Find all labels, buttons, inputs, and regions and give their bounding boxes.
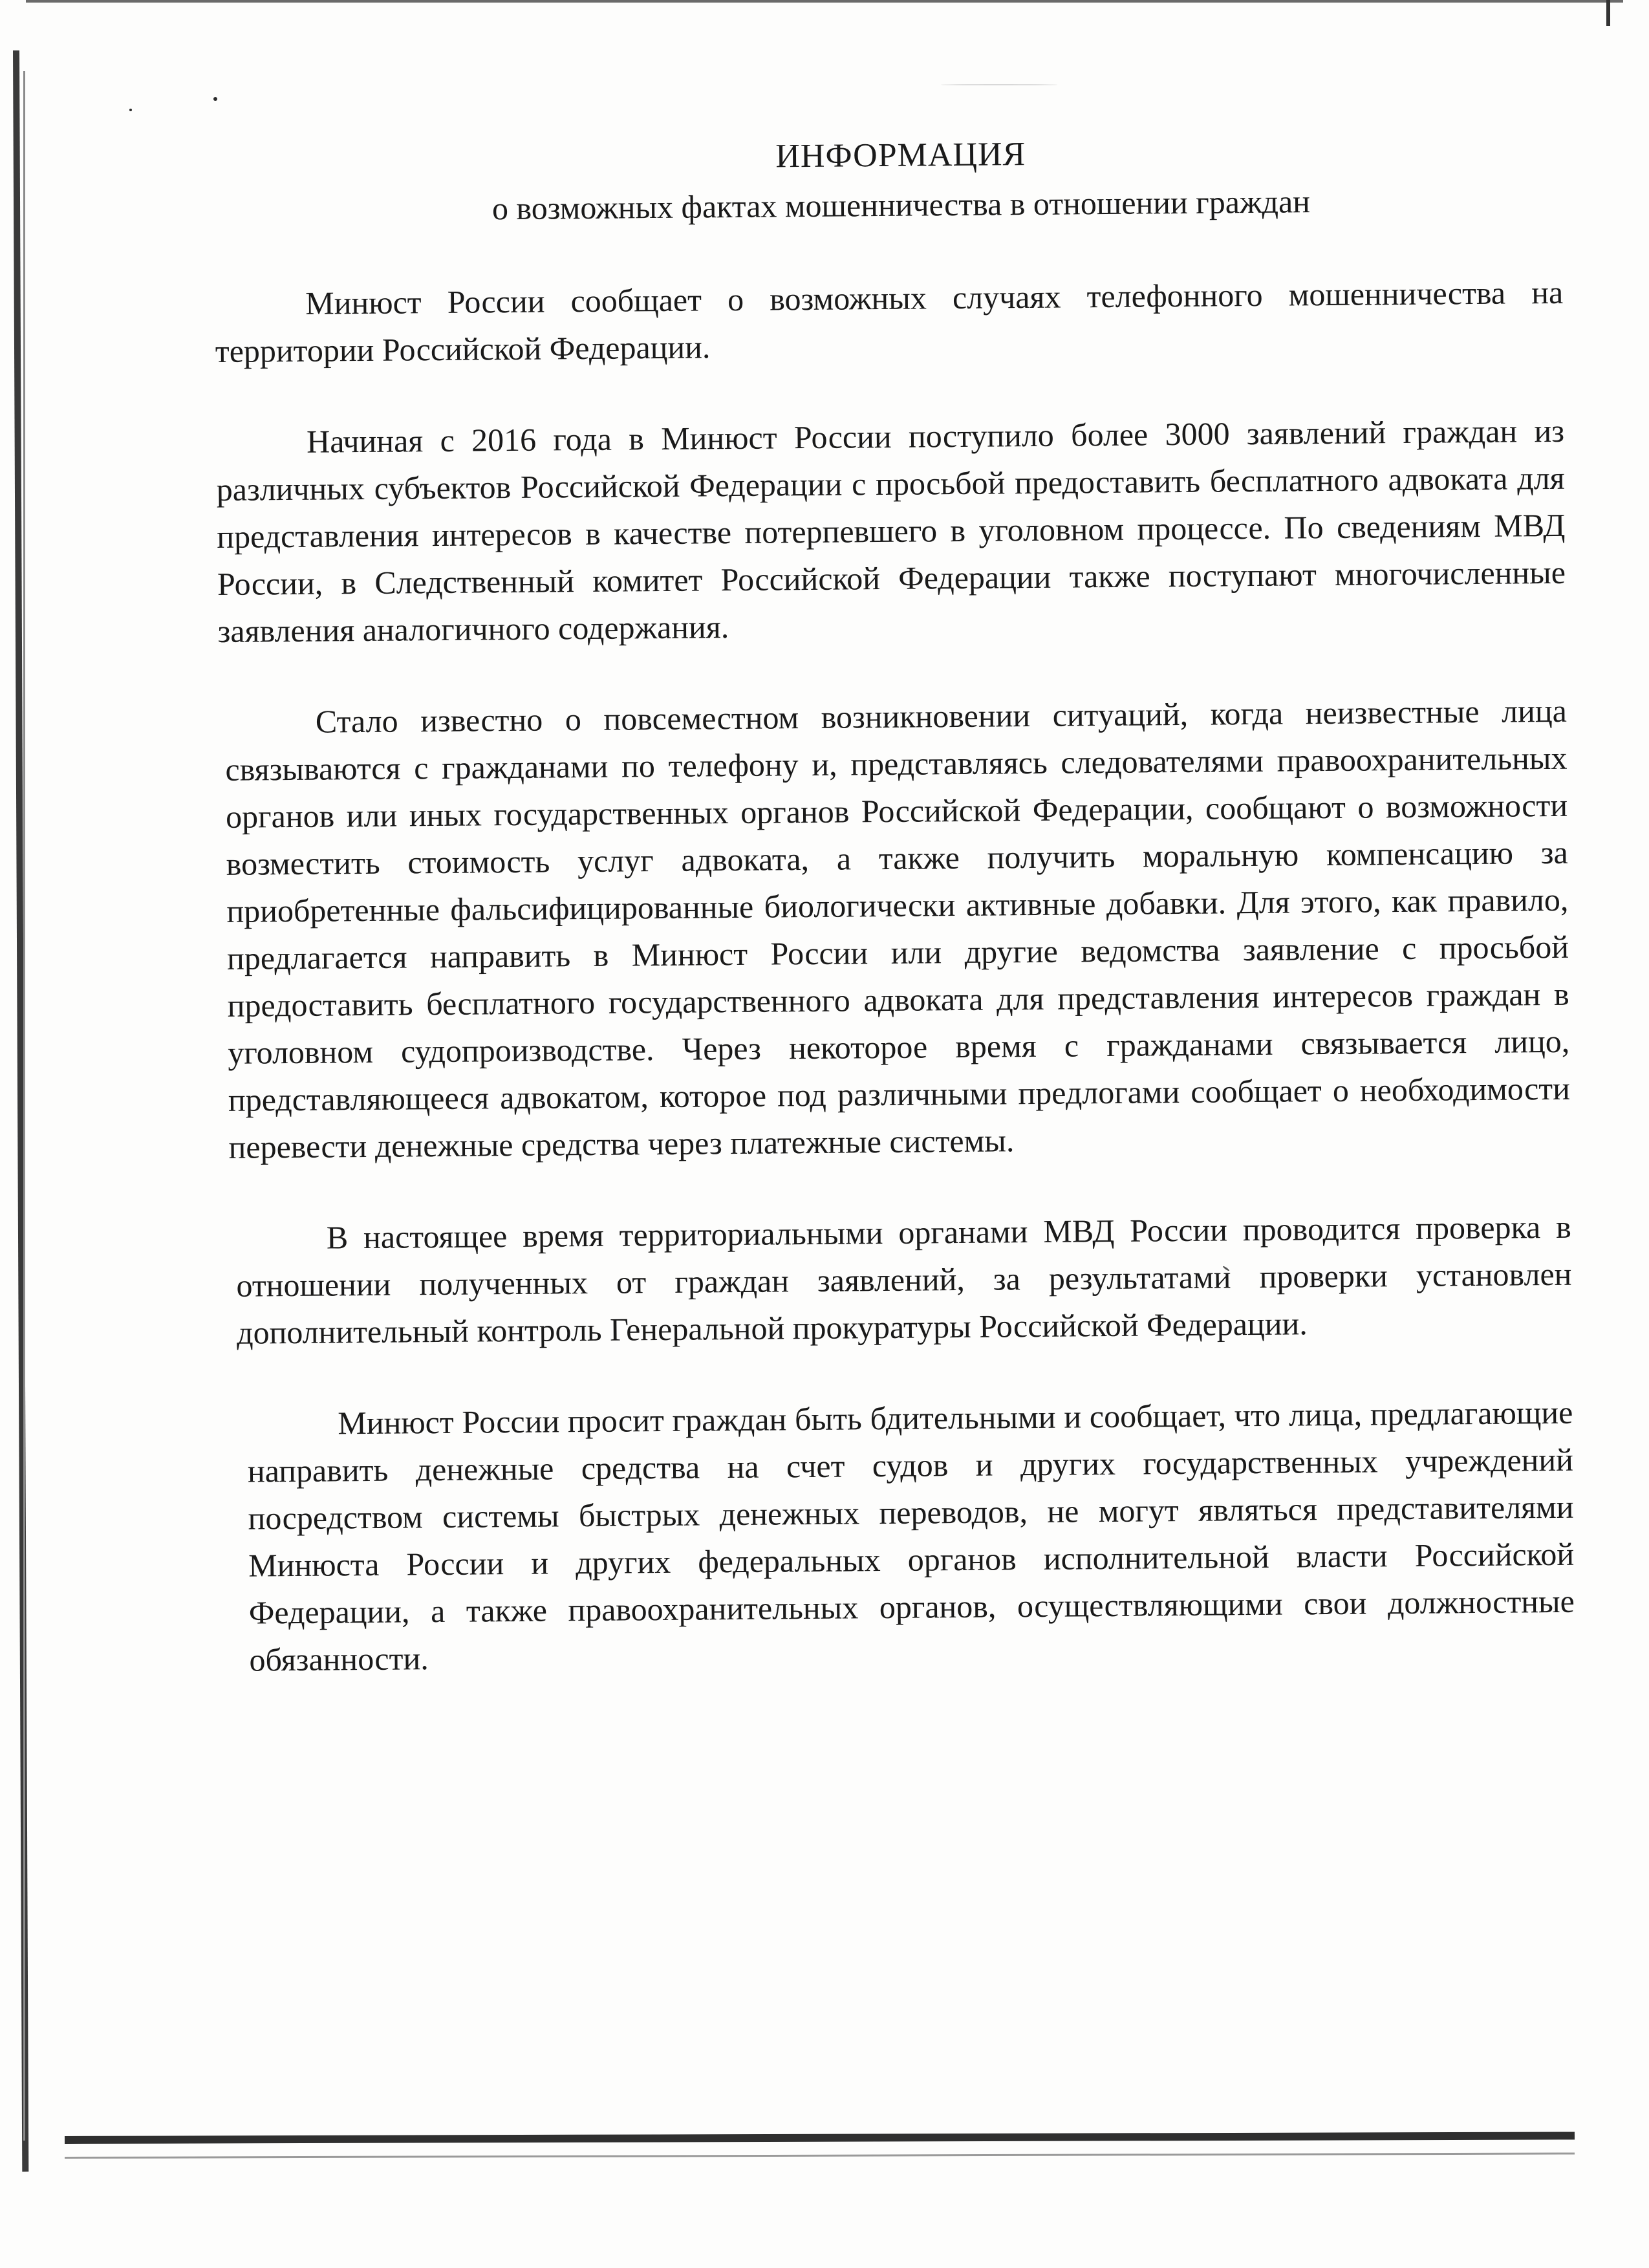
document-paragraphs xyxy=(215,269,1575,1684)
paragraph: Начиная с 2016 года в Минюст России поступило более 3000 заявлений граждан из различных субъектов Российской Федерации с просьбой предоставить бесплатного адвоката для представления интересов в качестве потерпевшего в уголовном процессе. По сведениям МВД России, в Следственный комитет Российской Федерации также поступают многочисленные заявления аналогичного содержания. xyxy=(216,412,1566,649)
paragraph: Минюст России просит граждан быть бдительными и сообщает, что лица, предлагающие направить денежные средства на счет судов и других государственных учреждений посредством системы быстрых денежных переводов, не могут являться представителями Минюста России и других федеральных органов исполнительной власти Российской Федерации, а также правоохранительных органов, осуществляющими свои должностные обязанности. xyxy=(247,1394,1575,1678)
scan-speck xyxy=(213,97,217,101)
page-border-bottom-thin xyxy=(65,2152,1575,2159)
document-title: ИНФОРМАЦИЯ xyxy=(775,136,1026,175)
page-border-bottom xyxy=(65,2132,1575,2144)
document-body xyxy=(213,127,1575,1728)
paragraph: В настоящее время территориальными органами МВД России проводится проверка в отношении полученных от граждан заявлений, за результатами проверки установлен дополнительный контроль Генеральной прокуратуры Российской Федерации. xyxy=(236,1208,1572,1351)
paragraph: Минюст России сообщает о возможных случаях телефонного мошенничества на территории Российской Федерации. xyxy=(215,274,1564,369)
page-border-top xyxy=(26,0,1623,3)
page-border-left-inner xyxy=(23,71,25,2141)
document-subtitle: о возможных фактах мошенничества в отношении граждан xyxy=(491,183,1311,227)
page-border-left xyxy=(13,50,28,2172)
scan-speck xyxy=(129,109,132,111)
page-corner-mark xyxy=(1606,0,1610,26)
scan-smudge xyxy=(941,84,1057,85)
paragraph: Стало известно о повсеместном возникновении ситуаций, когда неизвестные лица связываются с гражданами по телефону и, представляясь следователями правоохранительных органов или иных государственных органов Российской Федерации, сообщают о возможности возместить стоимость услуг адвоката, а также получить моральную компенсацию за приобретенные фальсифицированные биологически активные добавки. Для этого, как правило, предлагается направить в Минюст России или другие ведомства заявление с просьбой предоставить бесплатного государственного адвоката для представления интересов граждан в уголовном судопроизводстве. Через некоторое время с гражданами связывается лицо, представляющееся адвокатом, которое под различными предлогами сообщает о необходимости перевести денежные средства через платежные системы. xyxy=(225,692,1571,1165)
